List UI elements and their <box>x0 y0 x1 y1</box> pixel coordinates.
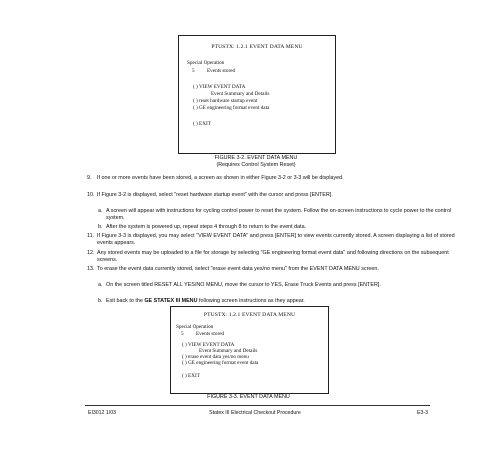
step-9 <box>87 175 467 182</box>
step-11-number: 11. <box>87 233 95 239</box>
event-count: 5 <box>181 331 184 337</box>
events-stored-label: Events stored <box>207 68 236 74</box>
event-summary-label: Event Summary and Details <box>199 348 258 354</box>
footer-rule <box>85 405 430 406</box>
step-13-text: To erase the event data currently stored, select "erase event data yes/no menu" from the EVENT DATA MENU screen. <box>97 266 379 272</box>
step-10-number: 10. <box>87 192 95 198</box>
figure-3-3-caption: FIGURE 3-3. EVENT DATA MENU <box>207 394 290 400</box>
events-stored-label: Events stored <box>196 331 225 337</box>
step-10a-letter: a. <box>98 208 103 214</box>
view-event-data-option: ( ) VIEW EVENT DATA <box>193 84 246 90</box>
step-13a-letter: a. <box>98 282 103 288</box>
step-9-text: If one or more events have been stored, a screen as shown in either Figure 3-2 or 3-3 will be displayed. <box>97 175 344 181</box>
footer-doc-id: EI3012 1/03 <box>88 410 116 416</box>
figure-3-2-title: PTUSTX: 1.2.1 EVENT DATA MENU <box>211 44 303 50</box>
figure-3-2-caption: FIGURE 3-2. EVENT DATA MENU <box>214 155 298 161</box>
step-10-text: If Figure 3-2 is displayed, select "reset hardware startup event" with the cursor and press [ENTER]. <box>97 192 333 198</box>
step-13b-text-pre: Exit back to the <box>106 298 143 304</box>
step-13 <box>87 266 467 273</box>
step-10a-text: A screen will appear with instructions for cycling control power to reset the system. Follow the on-screen instructions to cycle power to the control system. <box>106 208 452 222</box>
reset-startup-event-option: ( ) reset hardware startup event <box>193 98 258 104</box>
step-13b-letter: b. <box>98 298 103 304</box>
figure-3-3-title: PTUSTX: 1.2.1 EVENT DATA MENU <box>203 312 296 318</box>
figure-3-2-subcaption: (Requires Control System Reset) <box>216 162 296 168</box>
step-10b <box>98 224 467 231</box>
statex-menu-name: GE STATEX III MENU <box>144 298 198 304</box>
exit-option: ( ) EXIT <box>193 121 211 127</box>
step-13a-text: On the screen titled RESET ALL YES/NO MENU, move the cursor to YES, Erase Truck Events and press [ENTER]. <box>106 282 381 288</box>
step-9-number: 9. <box>87 175 92 181</box>
step-12-text: Any stored events may be uploaded to a file for storage by selecting "GE engineering format event data" and following directions on the subsequent screens. <box>97 250 449 264</box>
step-12 <box>87 250 467 264</box>
ge-format-option: ( ) GE engineering format event data <box>182 360 259 366</box>
exit-option: ( ) EXIT <box>182 373 200 379</box>
footer-title: Statex III Electrical Checkout Procedure <box>209 410 301 416</box>
ge-format-option: ( ) GE engineering format event data <box>193 105 270 111</box>
step-12-number: 12. <box>87 250 95 256</box>
view-event-data-option: ( ) VIEW EVENT DATA <box>182 342 235 348</box>
step-10b-text: After the system is powered up, repeat steps 4 through 8 to return to the event data. <box>106 224 307 230</box>
figure-3-2-screen <box>178 35 336 154</box>
step-11 <box>87 233 467 247</box>
step-13-number: 13. <box>87 266 95 272</box>
step-10b-letter: b. <box>98 224 103 230</box>
step-10 <box>87 192 467 199</box>
footer-page-number: E3-3 <box>417 410 428 416</box>
step-13b-text-post: following screen instructions as they appear. <box>198 298 305 304</box>
step-13a <box>98 282 467 289</box>
step-11-text: If Figure 3-3 is displayed, you may select "VIEW EVENT DATA" and press [ENTER] to view events currently stored. A screen displaying a list of stored events appears. <box>97 233 455 247</box>
step-10a <box>98 208 467 222</box>
special-operation-label: Special Operation <box>187 60 225 66</box>
step-13b <box>98 298 467 305</box>
event-count: 5 <box>192 68 195 74</box>
erase-event-data-option: ( ) erase event data yes/no menu <box>182 354 249 360</box>
figure-3-3-screen <box>170 306 329 394</box>
event-summary-label: Event Summary and Details <box>211 91 270 97</box>
special-operation-label: Special Operation <box>176 324 214 330</box>
